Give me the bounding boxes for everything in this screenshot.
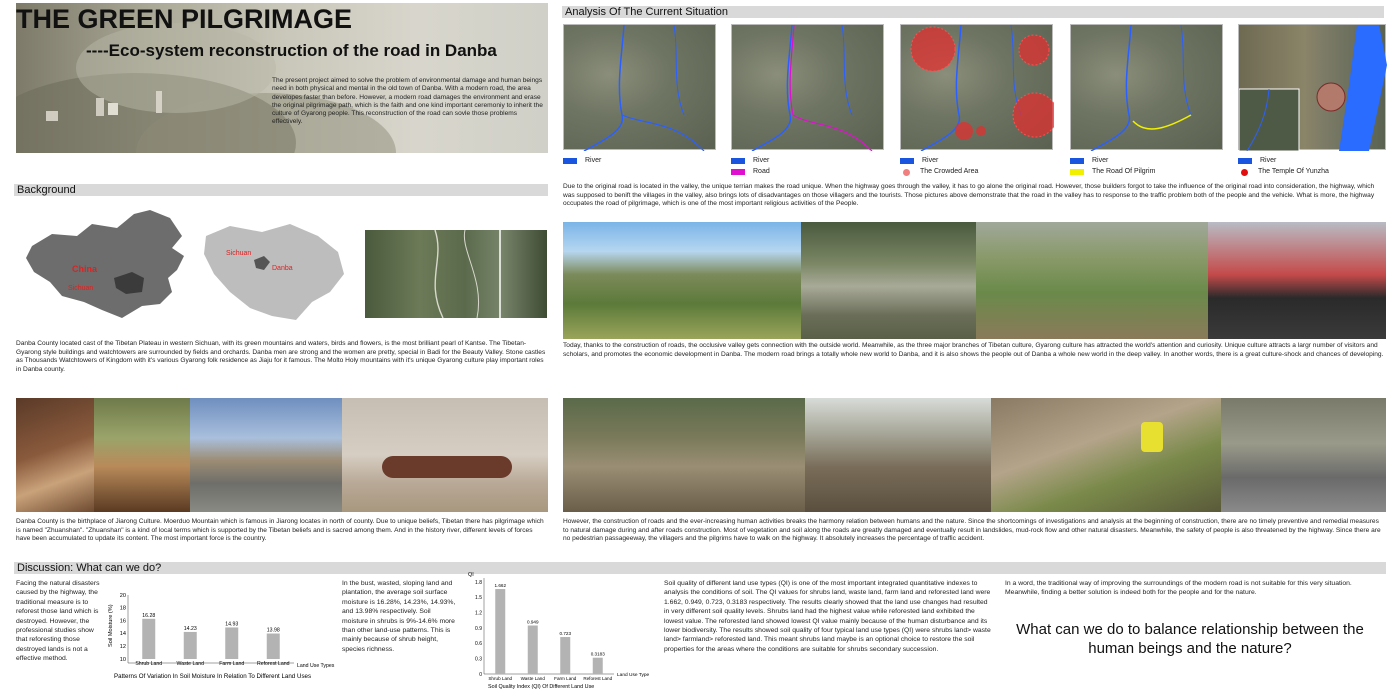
photo-prayer-wheel	[94, 398, 190, 512]
photo-landslide-cyclist	[991, 398, 1221, 512]
y-tick-label: 1.2	[475, 610, 482, 617]
bar-value-label: 0.949	[527, 619, 539, 625]
analysis-paragraph-3: However, the construction of roads and the ever-increasing human activities breaks the harmony relation between humans and the nature. Since the shortcomings of investigations and analysis at the beginning of construction, there are no timely preventive and remedial measures to natural damage during and after roads construction. Most of vegetation and soil along the roads are greatly damaged and eventually result in landslides, mud-rock flow and other natural disasters. Meanwhile, the safety of people is also threatened by the highway. Since there are no pedestrian passageeway, the villagers and the pilgrims have to walk on the highway. It absolutely increases the percentage of traffic accident.	[563, 518, 1381, 543]
chart1-ylabel: Soil Moisture (%)	[108, 604, 114, 647]
legend-swatch	[563, 158, 577, 164]
bar	[142, 619, 155, 659]
satellite-photo-strip	[365, 230, 547, 318]
legend-swatch	[1070, 169, 1084, 175]
soil-quality-chart	[462, 570, 658, 692]
bar	[225, 627, 238, 659]
y-tick-label: 0.3	[475, 656, 482, 663]
photo-pilgrim-praying	[16, 398, 94, 512]
legend-item	[1238, 168, 1329, 176]
analysis-map-crowded	[900, 24, 1053, 150]
legend-swatch	[1241, 169, 1248, 176]
bar-value-label: 14.93	[225, 621, 239, 628]
category-label: Waste Land	[520, 676, 545, 681]
analysis-map-river	[563, 24, 716, 150]
legend-label: River	[753, 157, 770, 164]
photo-gyarong-dancers	[1208, 222, 1386, 339]
page-subtitle: ----Eco-system reconstruction of the road in Danba	[86, 41, 497, 60]
category-label: Shrub Land	[488, 676, 513, 681]
photo-pilgrim-highway	[1221, 398, 1386, 512]
bar-value-label: 0.3183	[590, 651, 605, 657]
closing-question: What can we do to balance relationship between the human beings and the nature?	[1016, 621, 1364, 657]
legend-label: The Crowded Area	[920, 168, 979, 175]
category-label: Shrub Land	[135, 661, 163, 667]
legend-label: The Road Of Pilgrim	[1092, 168, 1156, 175]
photo-road-construction	[563, 398, 805, 512]
legend-item	[900, 157, 938, 165]
page-title: THE GREEN PILGRIMAGE	[16, 4, 353, 34]
legend-item	[1238, 157, 1276, 165]
legend-label: The Temple Of Yunzha	[1258, 168, 1329, 175]
photo-prostration	[342, 398, 548, 512]
legend-item	[731, 157, 769, 165]
discussion-heading: Discussion: What can we do?	[14, 562, 1386, 574]
background-paragraph-1: Danba County located cast of the Tibetan Plateau in western Sichuan, with its green mountains and waters, birds and flowers, is the most brilliant pearl of Kantse. The Tibetan-Gyarong style buildings and watchtowers are surrounded by fields and orchards. Danba men are strong and the women are pretty, special in Badi for the Beauty Valley. Stone castles as Thousands Watchtowers of Kingdom with it's various Gyarong folk residence as Jiaju for it famous. The Molto Holy mountains with it's unique Gyarong culture play important roles in Danba county.	[16, 340, 546, 373]
y-tick-label: 16	[119, 618, 126, 625]
bar	[267, 634, 280, 659]
category-label: Waste Land	[176, 661, 204, 667]
analysis-map-road	[731, 24, 884, 150]
discussion-text-4: In a word, the traditional way of improving the surroundings of the modern road is not suitable for this very situation. Meanwhile, finding a better solution is indeed both for the people and for the nature.	[1005, 580, 1352, 597]
y-tick-label: 14	[119, 631, 126, 638]
background-heading: Background	[14, 184, 548, 196]
legend-label: River	[585, 157, 602, 164]
bar-value-label: 0.723	[559, 631, 571, 637]
legend-swatch	[903, 169, 910, 176]
bar	[560, 637, 570, 674]
photo-river-highway	[801, 222, 976, 339]
background-paragraph-2: Danba County is the birthplace of Jiarong Culture. Moerduo Mountain which is famous in Jiarong locates in north of county. Due to unique beliefs, Tibetan there has pilgrimage which is named "Zhuanshan". "Zhuanshan" is a kind of local terms which is supported by the Tibetan beliefs and is sacred among them. And in the history river, different levels of forces have been accumulated to update its content. The most important force is the country.	[16, 518, 544, 543]
bar	[593, 658, 603, 674]
bar-value-label: 1.662	[494, 583, 506, 589]
chart1-title: Patterns Of Variation In Soil Moisture In Relation To Different Land Uses	[114, 673, 312, 680]
discussion-text-2: In the bust, wasted, sloping land and plantation, the average soil surface moisture is 16.28%, 14.23%, 14.93%, and 13.98% respectively. Soil moisture in shrubs is 9%-14.6% more than other land-use patterns. This is mainly because of shrub height, species richness.	[342, 580, 456, 653]
category-label: Reforest Land	[256, 661, 290, 667]
china-map	[22, 206, 192, 324]
legend-swatch	[731, 158, 745, 164]
legend-item	[900, 168, 978, 176]
analysis-heading: Analysis Of The Current Situation	[562, 6, 1384, 18]
legend-label: River	[1092, 157, 1109, 164]
legend-swatch	[731, 169, 745, 175]
y-tick-label: 0	[479, 671, 482, 678]
y-tick-label: 0.6	[475, 641, 482, 648]
danba-label: Danba	[272, 265, 293, 272]
intro-text: The present project aimed to solve the problem of environmental damage and human beings need in both physical and mental in the old town of Danba. With a modern road, the area developes faster than before. However, a modern road damages the environment and erase the original pilgrimage path, which is the faith and one kind important ceremoniy to inherit the culture of Gyarong people. This reconstruction of the road can sovle those problems effectively.	[272, 77, 543, 126]
y-tick-label: 1.8	[475, 579, 482, 586]
y-tick-label: 0.9	[475, 625, 482, 632]
bar	[528, 625, 538, 674]
bar-value-label: 13.98	[266, 627, 280, 634]
analysis-paragraph-2: Today, thanks to the construction of roads, the occlusive valley gets connection with the outside world. Meanwhile, as the three major branches of Tibetan culture, Gyarong culture has attracted the world's attention and curiosity. Unique culture attracts a largr number of visitors and scholars, and promotes the economic development in Danba. The modern road brings a totally whole new world to Danba, and it is also shows the people out of Danba a whole new world in the deep valley. In another words, there is a great culture-shock and chances of developing.	[563, 342, 1384, 358]
soil-moisture-chart	[104, 583, 338, 681]
photo-muddy-road	[805, 398, 991, 512]
sichuan-label-2: Sichuan	[226, 250, 252, 257]
bar-value-label: 14.23	[183, 625, 197, 632]
china-label: China	[72, 264, 98, 274]
category-label: Farm Land	[554, 676, 577, 681]
legend-swatch	[1238, 158, 1252, 164]
y-tick-label: 12	[119, 644, 126, 650]
legend-label: River	[1260, 157, 1277, 164]
analysis-paragraph-1: Due to the original road is located in the valley, the unique terrian makes the road unique. When the highway goes through the valley, it has to go alone the original road. However, those builders forgot to take the influence of the original road into consideration, the highway, which was supposed to benift the villages in the valley, also brings lots of disadvantages on those villagers and the tourists. Those pictures above demonstrate that the road in the valley has to response to the traffic problem both of the people and the vehicle. What is more, the highway occupates the road of pilgrimage, which is one of the most important religious activities of the People.	[563, 183, 1375, 208]
photo-village	[976, 222, 1208, 339]
chart2-xlabel: Land Use Type	[617, 673, 650, 678]
category-label: Reforest Land	[583, 676, 613, 681]
y-tick-label: 18	[119, 605, 126, 612]
chart1-xlabel: Land Use Types	[297, 663, 335, 669]
discussion-text-3: Soil quality of different land use types (QI) is one of the most important integrated quantitative indexes to analysis the conditions of soil. The QI values for shrubs land, waste land, farm land and reforested land were 1.662, 0.949, 0.723, 0.3183 respectively. The results clearly showed that the land use changes had resulted in very different soil quality levels. Shrubs land had the highest value while reforested land exhibited the lowest value. The reforested land showed lowest QI value mainly because of the human disturbance and its lower biodiversity. The results showed soil quality of four typical land use types (QI) were shrubs land> waste land> farmland> reforested land. This meant shrubs land maybe is an optional choice to restore the soil properties for the areas where the conditions are suitable for shrubs secondary succession.	[664, 580, 991, 653]
legend-label: Road	[753, 168, 770, 175]
bar-value-label: 16.28	[142, 612, 156, 619]
legend-item	[731, 168, 770, 176]
discussion-text-1: Facing the natural disasters caused by the highway, the traditional measure is to reforest those land which is destroyed. However, the professional studies show that reforesting those destroyed lands is not a effective method.	[16, 580, 100, 663]
chart2-ylabel: QI	[468, 572, 474, 578]
bar	[184, 632, 197, 659]
legend-swatch	[1070, 158, 1084, 164]
legend-item	[1070, 168, 1155, 176]
category-label: Farm Land	[219, 661, 245, 667]
analysis-map-pilgrim-road	[1070, 24, 1223, 150]
y-tick-label: 20	[119, 592, 126, 599]
y-tick-label: 10	[119, 656, 126, 663]
photo-pilgrims-on-road	[190, 398, 342, 512]
photo-mountain-valley	[563, 222, 801, 339]
analysis-map-temple	[1238, 24, 1386, 150]
sichuan-label-1: Sichuan	[68, 285, 94, 292]
legend-item	[1070, 157, 1108, 165]
sichuan-map	[200, 222, 350, 324]
chart2-title: Soil Quality Index (QI) Of Different Land Use	[488, 684, 595, 690]
legend-swatch	[900, 158, 914, 164]
bar	[495, 589, 505, 674]
legend-item	[563, 157, 601, 165]
legend-label: River	[922, 157, 939, 164]
y-tick-label: 1.5	[475, 595, 482, 602]
